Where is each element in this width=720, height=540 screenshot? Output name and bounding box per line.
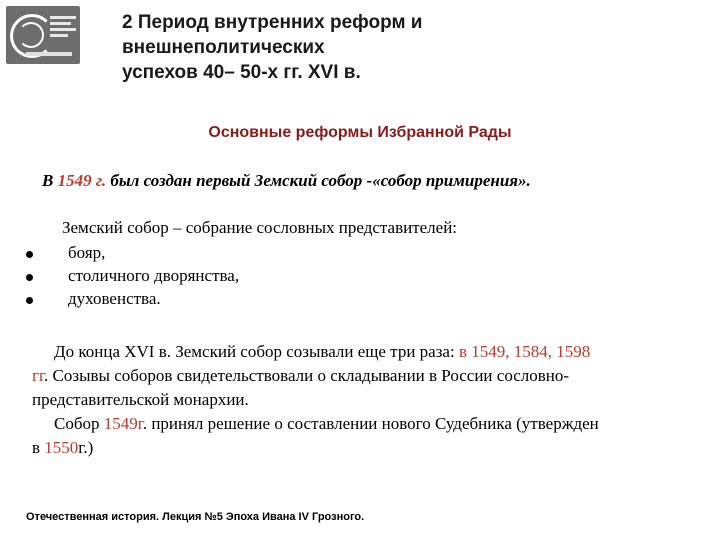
- title-line-2: внешнеполитических: [122, 37, 325, 58]
- p3-l1-text: До конца XVI в. Земский собор созывали еще три раза:: [54, 342, 459, 361]
- logo-text-lines: [50, 16, 76, 40]
- p3-l4-pre: Собор: [54, 414, 104, 433]
- p3-l1-years: в 1549, 1584, 1598: [458, 342, 591, 361]
- bullet-list: [22, 243, 682, 312]
- slide-footer: Отечественная история. Лекция №5 Эпоха Ивана IV Грозного.: [26, 511, 365, 523]
- list-item: [22, 243, 682, 266]
- p3-line-1: [32, 340, 708, 364]
- list-item-text: духовенства.: [68, 289, 161, 308]
- p1-year: 1549 г.: [57, 171, 107, 190]
- bullet-icon: [26, 274, 33, 281]
- list-item-text: столичного дворянства,: [68, 266, 240, 285]
- slide-subtitle: Основные реформы Избранной Рады: [208, 124, 512, 141]
- p3-l5-post: г.): [78, 438, 94, 457]
- bullet-icon: [26, 251, 33, 258]
- paragraph-first-sobor: [42, 171, 702, 191]
- logo-bar: [26, 52, 72, 56]
- p3-line-4: [32, 412, 708, 436]
- list-item-text: бояр,: [68, 243, 106, 262]
- p3-line-5: [32, 436, 708, 460]
- bullet-icon: [26, 297, 33, 304]
- title-line-1: 2 Период внутренних реформ и: [122, 12, 423, 33]
- p3-line-3: представительской монархии.: [32, 390, 249, 409]
- p3-l5-year: 1550: [44, 438, 79, 457]
- p3-l4-text: . принял решение о составлении нового Судебника (утвержден: [142, 414, 599, 433]
- p3-l2-text: . Созывы соборов свидетельствовали о складывании в России сословно-: [44, 366, 570, 385]
- p3-l2-abbr: гг: [32, 366, 45, 385]
- title-line-3: успехов 40– 50-х гг. XVI в.: [122, 62, 361, 83]
- p3-l4-year: 1549г: [103, 414, 143, 433]
- paragraph-definition: Земский собор – собрание сословных представителей:: [62, 218, 458, 237]
- p1-post: был создан первый Земский собор -«собор примирения».: [106, 171, 531, 190]
- p1-pre: В: [42, 171, 58, 190]
- logo-emblem-inner: [18, 22, 44, 48]
- list-item: [22, 266, 682, 289]
- p3-line-2: [32, 364, 708, 388]
- paragraph-history: [32, 340, 708, 460]
- p3-l5-pre: в: [32, 438, 45, 457]
- list-item: [22, 289, 682, 312]
- slide-title: [122, 10, 682, 85]
- university-logo: [6, 6, 80, 64]
